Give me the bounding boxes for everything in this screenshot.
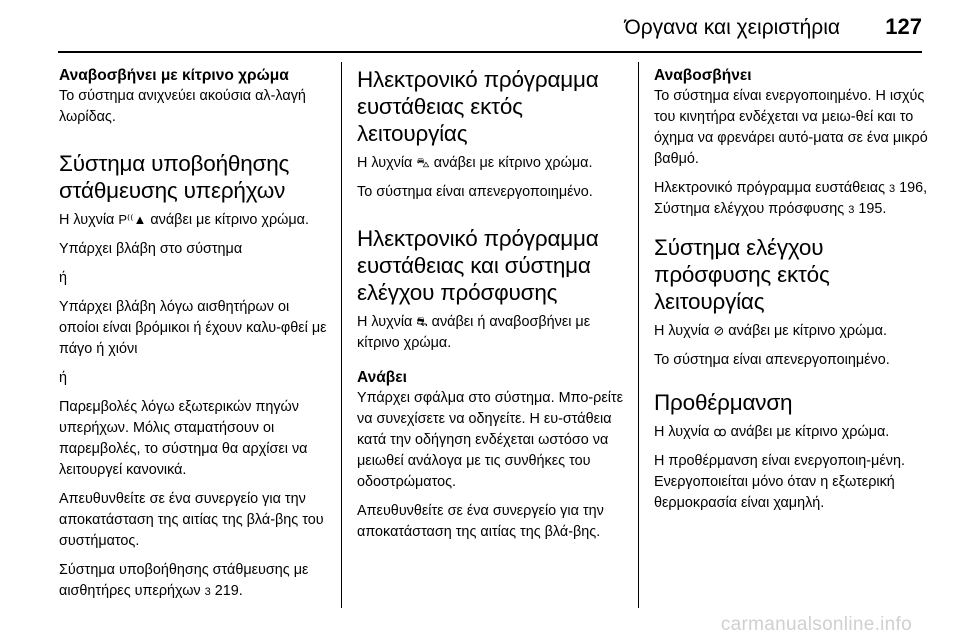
- esp-off-icon: ⛍: [416, 155, 430, 170]
- para-system-active: Το σύστημα είναι ενεργοποιημένο. Η ισχύς του κινητήρα ενδέχεται να μειω-θεί και το όχημα να φρενάρει αυτό-ματα σε ένα μικρό βαθμό.: [654, 88, 928, 167]
- para-preheat-active: Η προθέρμανση είναι ενεργοποιη-μένη. Ενεργοποιείται μόνο όταν η εξωτερική θερμοκρασία είναι χαμηλή.: [654, 453, 905, 511]
- page-number: 127: [885, 14, 922, 39]
- ref-arrow-icon: 3: [204, 586, 211, 598]
- para-esp-tc-lamp: Η λυχνία ⛐ ανάβει ή αναβοσβήνει με κίτρινο χρώμα.: [357, 314, 591, 351]
- heading-preheat: Προθέρμανση: [654, 390, 793, 415]
- para-tc-off-lamp: Η λυχνία ⊘ ανάβει με κίτρινο χρώμα.: [654, 323, 887, 339]
- watermark: carmanualsonline.info: [720, 614, 912, 635]
- tc-off-icon: ⊘: [713, 323, 725, 338]
- ref-arrow-icon: 3: [889, 183, 896, 195]
- para-or-2: ή: [59, 370, 68, 386]
- column-1: [59, 66, 327, 610]
- heading-blinks: Αναβοσβήνει: [654, 67, 752, 84]
- para-or-1: ή: [59, 270, 68, 286]
- esp-tc-icon: ⛐: [416, 314, 428, 329]
- para-workshop-2: Απευθυνθείτε σε ένα συνεργείο για την αποκατάσταση της αιτίας της βλά-βης.: [357, 503, 604, 540]
- para-fault-1: Υπάρχει βλάβη στο σύστημα: [59, 241, 243, 257]
- column-3: [654, 66, 928, 522]
- para-system-fault: Υπάρχει σφάλμα στο σύστημα. Μπο-ρείτε να συνεχίσετε να οδηγείτε. Η ευ-στάθεια κατά την οδήγηση ενδέχεται ωστόσο να μειωθεί ανάλογα με τις συνθήκες του οδοστρώματος.: [357, 390, 624, 490]
- ref-arrow-icon: 3: [848, 204, 855, 216]
- para-parking-lamp: Η λυχνία P⁽⁽▲ ανάβει με κίτρινο χρώμα.: [59, 212, 309, 228]
- header-rule: [58, 51, 922, 53]
- column-2: [357, 66, 625, 551]
- glow-plug-icon: ꝏ: [713, 424, 727, 439]
- column-divider-2: [638, 62, 639, 608]
- heading-lights-up: Ανάβει: [357, 369, 407, 386]
- para-fault-2: Υπάρχει βλάβη λόγω αισθητήρων οι οποίοι είναι βρόμικοι ή έχουν καλυ-φθεί με πάγο ή χιόνι: [59, 299, 327, 357]
- ref-link-219[interactable]: 219.: [214, 583, 243, 599]
- para-workshop: Απευθυνθείτε σε ένα συνεργείο για την αποκατάσταση της αιτίας της βλά-βης του συστήματος.: [59, 491, 324, 549]
- para-esp-off-lamp: Η λυχνία ⛍ ανάβει με κίτρινο χρώμα.: [357, 155, 593, 171]
- ref-link-196[interactable]: 196, Σύστημα ελέγχου πρόσφυσης: [654, 180, 928, 217]
- ref-link-195[interactable]: 195.: [858, 201, 887, 217]
- parking-assist-icon: P⁽⁽▲: [118, 212, 147, 227]
- para-preheat-lamp: Η λυχνία ꝏ ανάβει με κίτρινο χρώμα.: [654, 424, 890, 440]
- heading-esp-tc: Ηλεκτρονικό πρόγραμμα ευστάθειας και σύστημα ελέγχου πρόσφυσης: [357, 226, 599, 305]
- para-esp-tc-refs: Ηλεκτρονικό πρόγραμμα ευστάθειας 3 196, Σύστημα ελέγχου πρόσφυσης 3 195.: [654, 180, 928, 217]
- header-title: Όργανα και χειριστήρια: [624, 16, 840, 39]
- heading-esp-off: Ηλεκτρονικό πρόγραμμα ευστάθειας εκτός λειτουργίας: [357, 67, 599, 146]
- para-lane-change: Το σύστημα ανιχνεύει ακούσια αλ-λαγή λωρίδας.: [59, 88, 306, 125]
- para-esp-disabled: Το σύστημα είναι απενεργοποιημένο.: [357, 184, 593, 200]
- para-tc-disabled: Το σύστημα είναι απενεργοποιημένο.: [654, 352, 890, 368]
- heading-parking-assist: Σύστημα υποβοήθησης στάθμευσης υπερήχων: [59, 151, 290, 203]
- heading-tc-off: Σύστημα ελέγχου πρόσφυσης εκτός λειτουργίας: [654, 235, 830, 314]
- page-header: [0, 0, 960, 52]
- column-divider-1: [341, 62, 342, 608]
- para-parking-ref: Σύστημα υποβοήθησης στάθμευσης με αισθητήρες υπερήχων 3 219.: [59, 562, 309, 599]
- para-interference: Παρεμβολές λόγω εξωτερικών πηγών υπερήχων. Μόλις σταματήσουν οι παρεμβολές, το σύστημα θα αρχίσει να λειτουργεί κανονικά.: [59, 399, 308, 478]
- heading-blink-yellow: Αναβοσβήνει με κίτρινο χρώμα: [59, 67, 289, 84]
